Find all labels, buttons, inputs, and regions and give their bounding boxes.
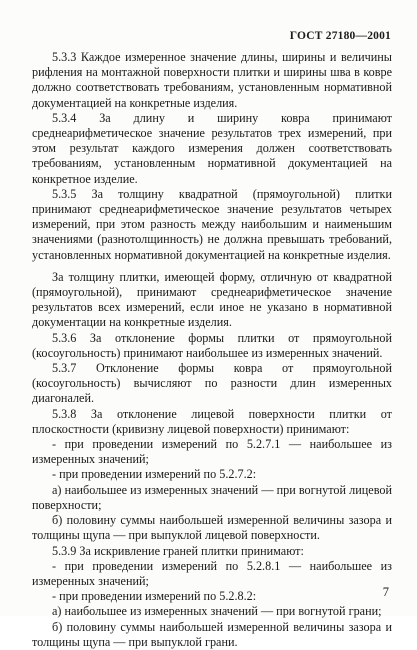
paragraph-5-3-6: 5.3.6 За отклонение формы плитки от прямоугольной (косоугольность) принимают наибольшее из измеренных значений. (32, 330, 392, 360)
list-item-5-2-8-2: - при проведении измерений по 5.2.8.2: (52, 589, 257, 604)
page-number: 7 (382, 585, 389, 599)
body-text (32, 50, 392, 650)
list-item-concave-face: а) наибольшее из измеренных значений — при вогнутой лицевой поверхности; (32, 482, 392, 512)
paragraph-5-3-7: 5.3.7 Отклонение формы ковра от прямоугольной (косоугольность) вычисляют по разности длин измеренных диагоналей. (32, 361, 392, 406)
paragraph-5-3-8: 5.3.8 За отклонение лицевой поверхности плитки от плоскостности (кривизну лицевой поверхности) принимают: (32, 406, 392, 436)
paragraph-5-3-4: 5.3.4 За длину и ширину ковра принимают среднеарифметическое значение результатов трех измерений, при этом результат каждого измерения должен соответствовать требованиям, установленным нормативной документацией на конкретное изделие. (32, 110, 392, 186)
list-item-5-2-7-1: - при проведении измерений по 5.2.7.1 — наибольшее из измеренных значений; (32, 437, 392, 467)
list-item-5-2-8-1: - при проведении измерений по 5.2.8.1 — наибольшее из измеренных значений; (32, 558, 392, 588)
list-item-convex-face: б) половину суммы наибольшей измеренной величины зазора и толщины щупа — при выпуклой лицевой поверхности. (32, 513, 392, 543)
paragraph-5-3-3: 5.3.3 Каждое измеренное значение длины, ширины и величины рифления на монтажной поверхности плитки и ширины шва в ковре должно соответствовать требованиям, установленным нормативной документацией на конкретные изделия. (32, 50, 392, 110)
list-item-convex-edge: б) половину суммы наибольшей измеренной величины зазора и толщины щупа — при выпуклой грани. (32, 619, 392, 649)
standard-header: ГОСТ 27180—2001 (289, 30, 391, 42)
list-item-5-2-7-2: - при проведении измерений по 5.2.7.2: (52, 467, 257, 482)
paragraph-5-3-5: 5.3.5 За толщину квадратной (прямоугольной) плитки принимают среднеарифметическое значение результатов четырех измерений, при этом разность между наибольшим и наименьшим значениями (разнотолщинность) не должна превышать требований, установленных нормативной документацией на конкретные изделия. (32, 186, 392, 262)
paragraph-tile-thickness: За толщину плитки, имеющей форму, отличную от квадратной (прямоугольной), принимают среднеарифметическое значение результатов всех измерений, если иное не указано в нормативной документации на конкретные изделия. (32, 269, 392, 330)
list-item-concave-edge: а) наибольшее из измеренных значений — при вогнутой грани; (52, 604, 382, 619)
paragraph-5-3-9: 5.3.9 За искривление граней плитки принимают: (52, 543, 304, 558)
